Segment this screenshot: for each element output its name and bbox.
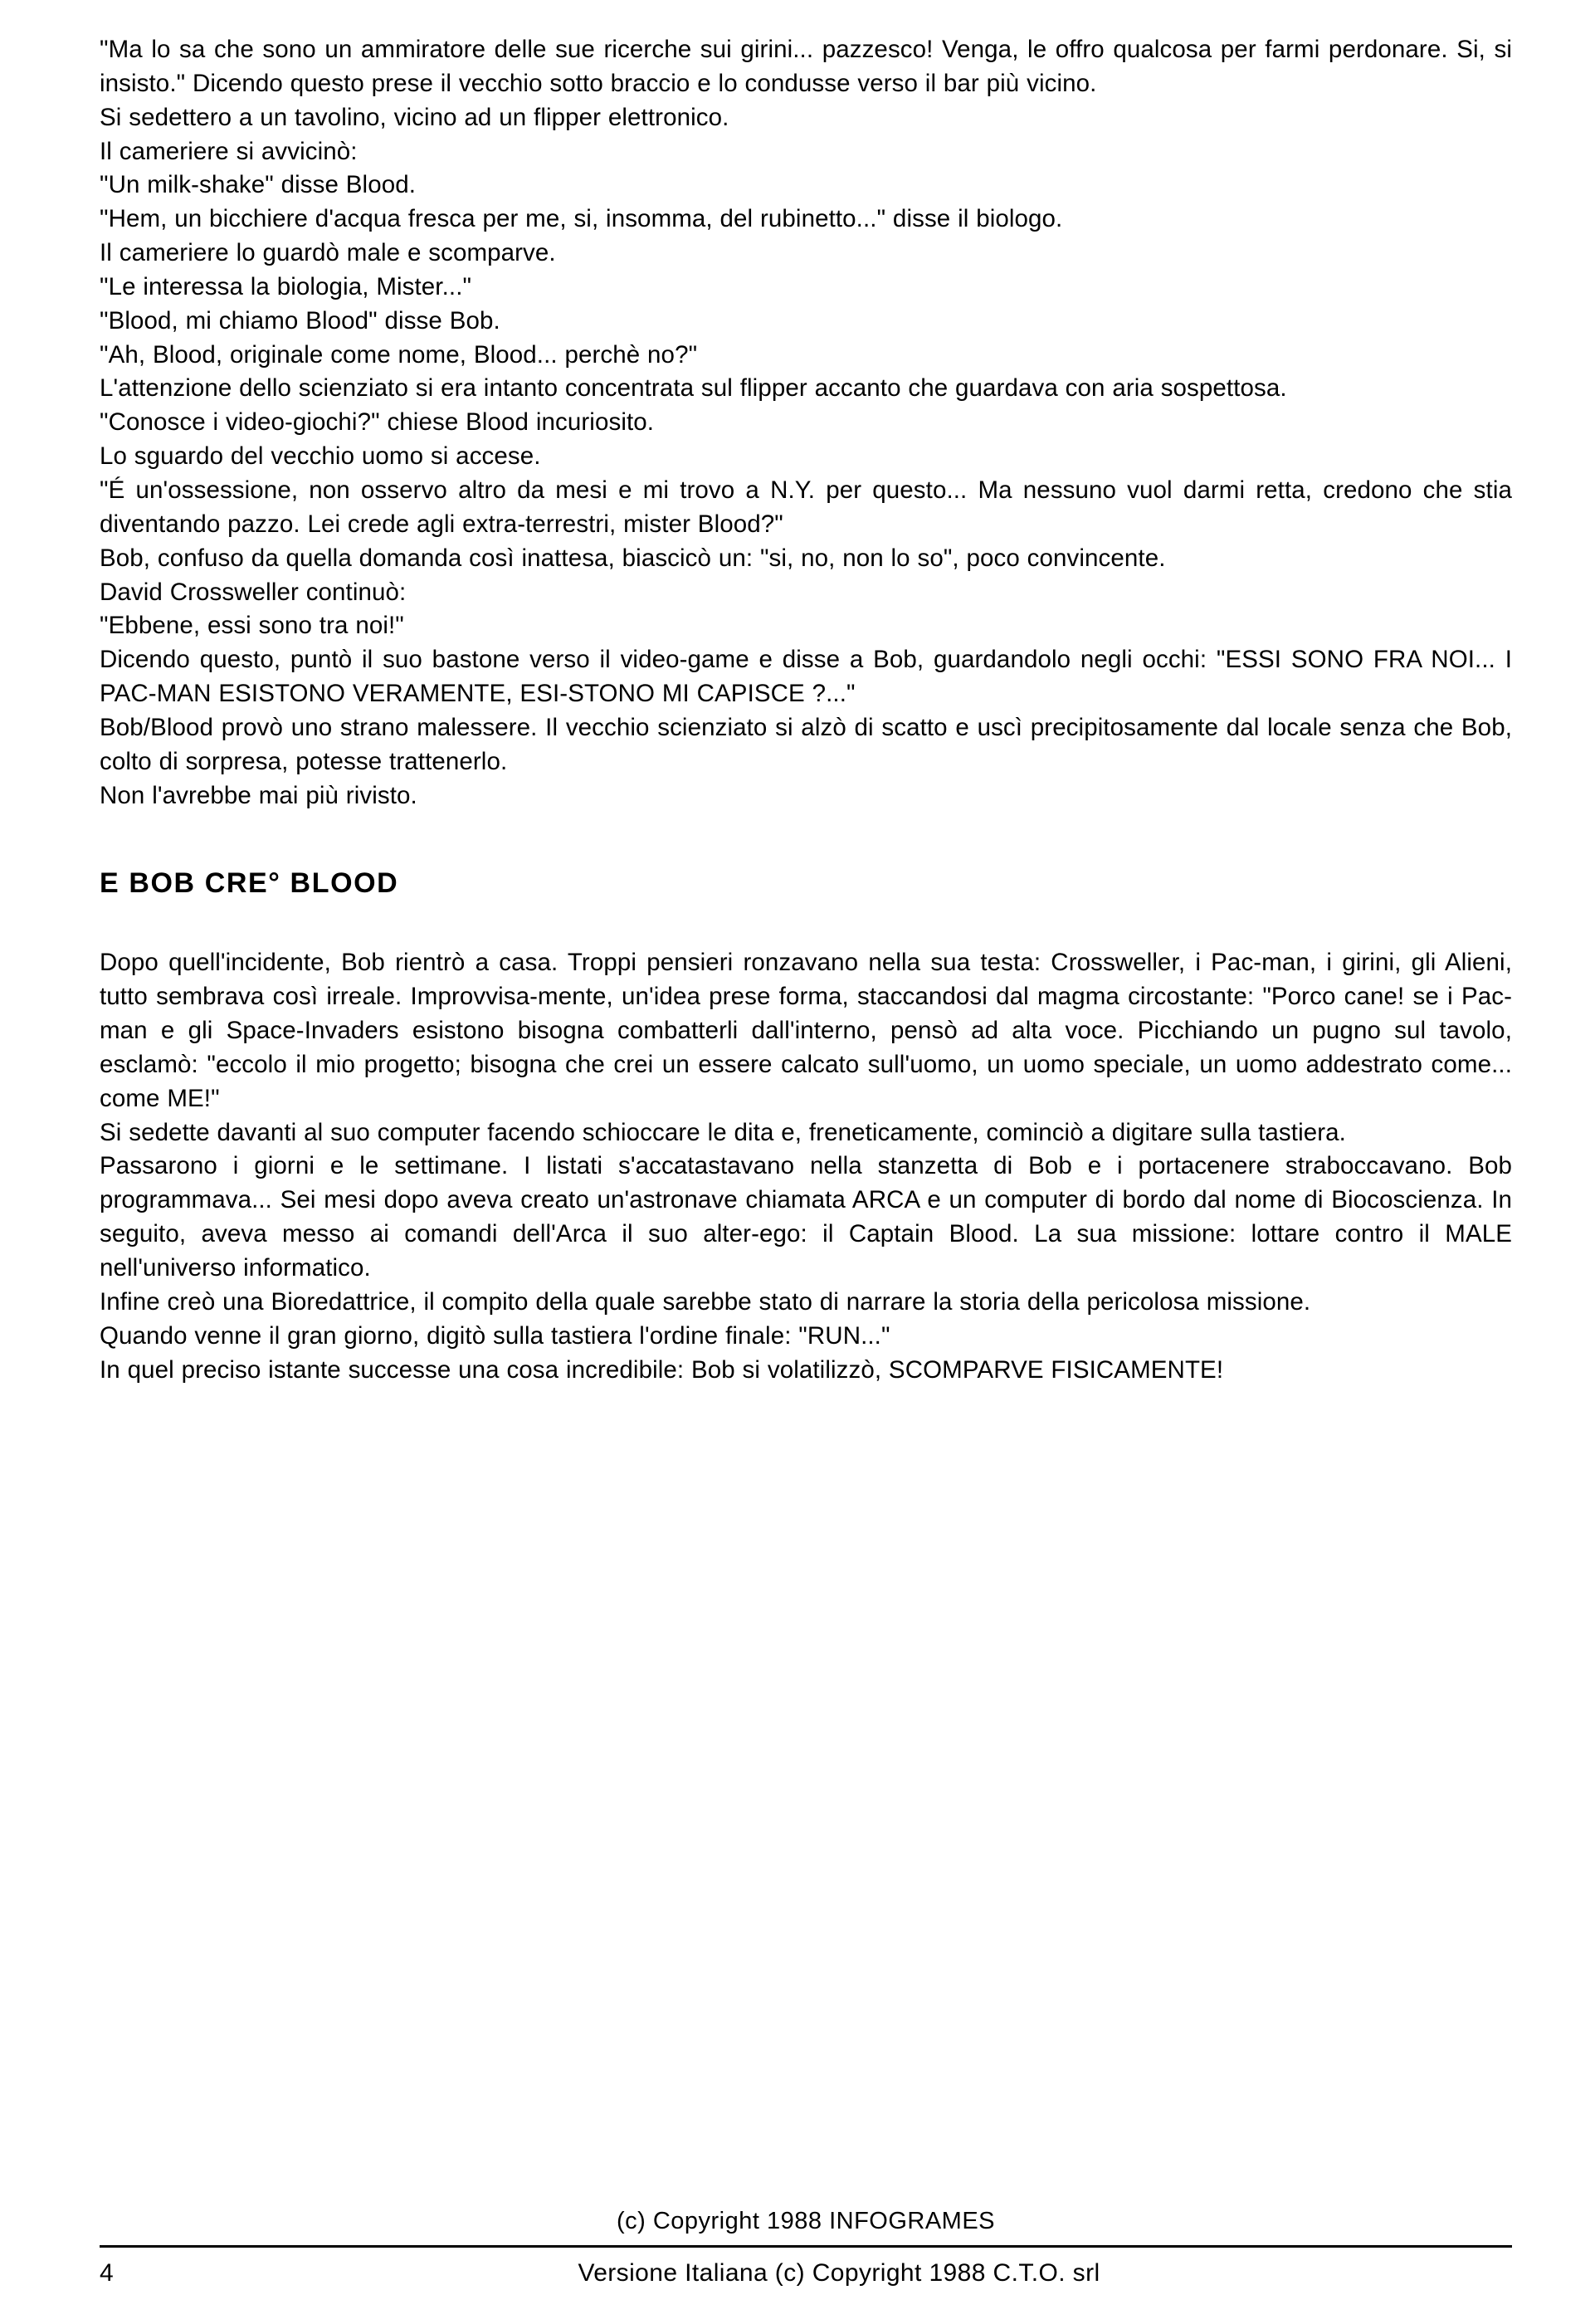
spacer [100, 1387, 1512, 1661]
paragraph: Non l'avrebbe mai più rivisto. [100, 781, 417, 809]
paragraph: Bob, confuso da quella domanda così inattesa, biascicò un: "si, no, non lo so", poco convincente. [100, 544, 1166, 572]
paragraph: Passarono i giorni e le settimane. I listati s'accatastavano nella stanzetta di Bob e i portacenere straboccavano. Bob programmava... Sei mesi dopo aveva creato un'astronave chiamata ARCA e un computer di bordo dal nome di Biocoscienza. In seguito, aveva messo ai comandi dell'Arca il suo alter-ego: il Captain Blood. La sua missione: lottare contro il MALE nell'universo informatico. [100, 1152, 1512, 1282]
footer-divider [100, 2245, 1512, 2248]
paragraph: Si sedette davanti al suo computer facendo schioccare le dita e, freneticamente, cominciò a digitare sulla tastiera. [100, 1118, 1346, 1146]
story-text-bottom [100, 946, 1512, 1387]
italian-version-credit: Versione Italiana (c) Copyright 1988 C.T.O. srl [578, 2259, 1100, 2287]
paragraph: "É un'ossessione, non osservo altro da mesi e mi trovo a N.Y. per questo... Ma nessuno vuol darmi retta, credono che stia diventando pazzo. Lei crede agli extra-terrestri, mister Blood?" [100, 476, 1512, 538]
paragraph: "Le interessa la biologia, Mister..." [100, 272, 472, 300]
paragraph: David Crossweller continuò: [100, 578, 407, 606]
footer-row [100, 2259, 1512, 2324]
section-heading: E BOB CRE° BLOOD [100, 867, 399, 900]
spacer [100, 813, 1512, 867]
page-footer [100, 2208, 1512, 2324]
paragraph: "Conosce i video-giochi?" chiese Blood incuriosito. [100, 408, 655, 437]
paragraph: L'attenzione dello scienziato si era intanto concentrata sul flipper accanto che guardava con aria sospettosa. [100, 374, 1287, 403]
paragraph: In quel preciso istante successe una cosa incredibile: Bob si volatilizzò, SCOMPARVE FISICAMENTE! [100, 1355, 1224, 1384]
paragraph: Quando venne il gran giorno, digitò sulla tastiera l'ordine finale: "RUN..." [100, 1321, 890, 1350]
paragraph: "Blood, mi chiamo Blood" disse Bob. [100, 306, 500, 334]
copyright-notice: (c) Copyright 1988 INFOGRAMES [616, 2208, 996, 2234]
page-number: 4 [100, 2259, 115, 2287]
paragraph: "Ma lo sa che sono un ammiratore delle sue ricerche sui girini... pazzesco! Venga, le offro qualcosa per farmi perdonare. Si, si insisto." Dicendo questo prese il vecchio sotto braccio e lo condusse verso il bar più vicino. [100, 36, 1512, 97]
paragraph: Dopo quell'incidente, Bob rientrò a casa. Troppi pensieri ronzavano nella sua testa: Crossweller, i Pac-man, i girini, gli Alieni, tutto sembrava così irreale. Improvvisa-mente, un'idea prese forma, staccandosi dal magma circostante: "Porco cane! se i Pac-man e gli Space-Invaders esistono bisogna combatterli dall'interno, pensò ad alta voce. Picchiando un pugno sul tavolo, esclamò: "eccolo il mio progetto; bisogna che crei un essere calcato sull'uomo, un uomo speciale, un uomo addestrato come... come ME!" [100, 949, 1512, 1112]
paragraph: Lo sguardo del vecchio uomo si accese. [100, 442, 541, 471]
paragraph: "Ebbene, essi sono tra noi!" [100, 612, 404, 640]
paragraph: Dicendo questo, puntò il suo bastone verso il video-game e disse a Bob, guardandolo negli occhi: "ESSI SONO FRA NOI... I PAC-MAN ESISTONO VERAMENTE, ESI-STONO MI CAPISCE ?..." [100, 646, 1512, 708]
paragraph: "Un milk-shake" disse Blood. [100, 171, 417, 199]
paragraph: "Hem, un bicchiere d'acqua fresca per me, si, insomma, del rubinetto..." disse il biologo. [100, 205, 1063, 233]
spacer [100, 900, 1512, 946]
paragraph: Infine creò una Bioredattrice, il compito della quale sarebbe stato di narrare la storia della pericolosa missione. [100, 1287, 1311, 1316]
paragraph: Si sedettero a un tavolino, vicino ad un flipper elettronico. [100, 103, 729, 131]
paragraph: Bob/Blood provò uno strano malessere. Il vecchio scienziato si alzò di scatto e uscì precipitosamente dal locale senza che Bob, colto di sorpresa, potesse trattenerlo. [100, 713, 1512, 775]
story-text-top [100, 33, 1512, 813]
paragraph: "Ah, Blood, originale come nome, Blood... perchè no?" [100, 340, 698, 369]
paragraph: Il cameriere si avvicinò: [100, 137, 358, 165]
paragraph: Il cameriere lo guardò male e scomparve. [100, 239, 556, 267]
